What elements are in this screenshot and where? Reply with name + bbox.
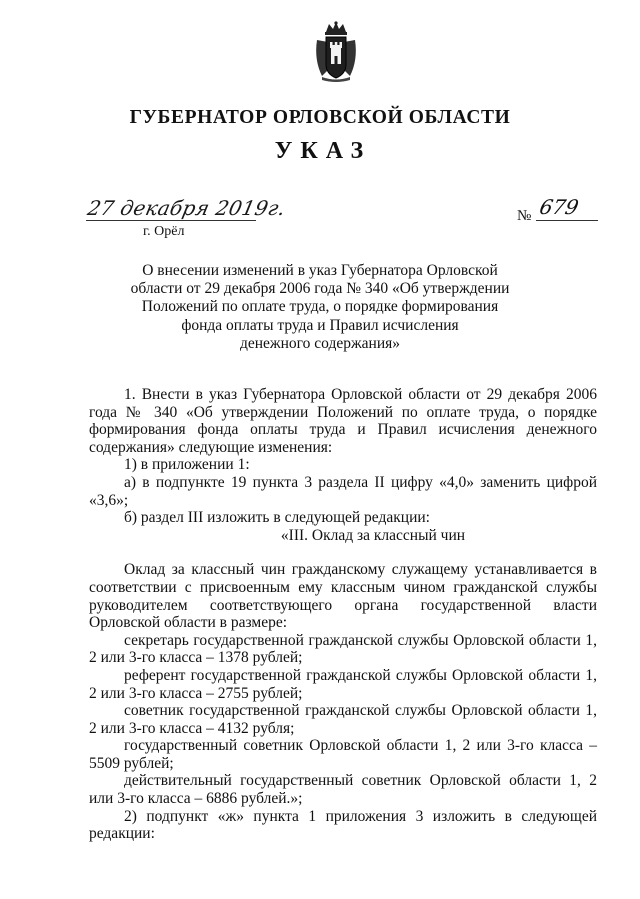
city-label: г. Орёл xyxy=(143,224,185,239)
subject-line: О внесении изменений в указ Губернатора Орловской xyxy=(142,262,498,279)
paragraph-11: 2) подпункт «ж» пункта 1 приложения 3 изложить в следующей редакции: xyxy=(89,807,597,843)
document-body xyxy=(89,386,597,843)
subject-line: области от 29 декабря 2006 года № 340 «Об утверждении xyxy=(130,280,510,298)
paragraph-4: б) раздел III изложить в следующей редакции: xyxy=(124,509,430,527)
number-underline xyxy=(536,220,598,221)
issuing-authority: ГУБЕРНАТОР ОРЛОВСКОЙ ОБЛАСТИ xyxy=(129,107,511,128)
paragraph-7: референт государственной гражданской службы Орловской области 1, 2 или 3-го класса – 2755 рублей; xyxy=(89,666,597,702)
document-subject xyxy=(0,262,640,353)
document-type-title: УКАЗ xyxy=(274,138,372,164)
section-heading: «III. Оклад за классный чин xyxy=(280,526,466,544)
paragraph-6: секретарь государственной гражданской службы Орловской области 1, 2 или 3-го класса – 1378 рублей; xyxy=(89,631,597,667)
subject-line: денежного содержания» xyxy=(239,334,401,352)
spacer xyxy=(89,544,597,561)
paragraph-10: действительный государственный советник Орловской области 1, 2 или 3-го класса – 6886 рублей.»; xyxy=(89,772,597,808)
paragraph-3: а) в подпункте 19 пункта 3 раздела II цифру «4,0» заменить цифрой «3,6»; xyxy=(89,473,597,509)
paragraph-2: 1) в приложении 1: xyxy=(124,456,250,474)
coat-of-arms-icon xyxy=(314,20,358,82)
paragraph-9: государственный советник Орловской области 1, 2 или 3-го класса – 5509 рублей; xyxy=(89,737,597,772)
handwritten-number: 679 xyxy=(537,195,581,219)
date-underline xyxy=(86,220,256,221)
paragraph-5: Оклад за классный чин гражданскому служащему устанавливается в соответствии с присвоенным ему классным чином гражданской службы руководителем соответствующего органа государственной власти Орловской области в размере: xyxy=(89,561,597,632)
subject-line: Положений по оплате труда, о порядке формирования xyxy=(141,298,499,316)
handwritten-date: 27 декабря 2019г. xyxy=(85,196,288,220)
number-sign: № xyxy=(517,208,532,224)
paragraph-8: советник государственной гражданской службы Орловской области 1, 2 или 3-го класса – 4132 рубля; xyxy=(89,702,597,737)
subject-line: фонда оплаты труда и Правил исчисления xyxy=(181,316,459,334)
paragraph-1: 1. Внести в указ Губернатора Орловской области от 29 декабря 2006 года № 340 «Об утверждении Положений по оплате труда, о порядке формирования фонда оплаты труда и Правил исчисления денежного содержания» следующие изменения: xyxy=(89,386,597,456)
